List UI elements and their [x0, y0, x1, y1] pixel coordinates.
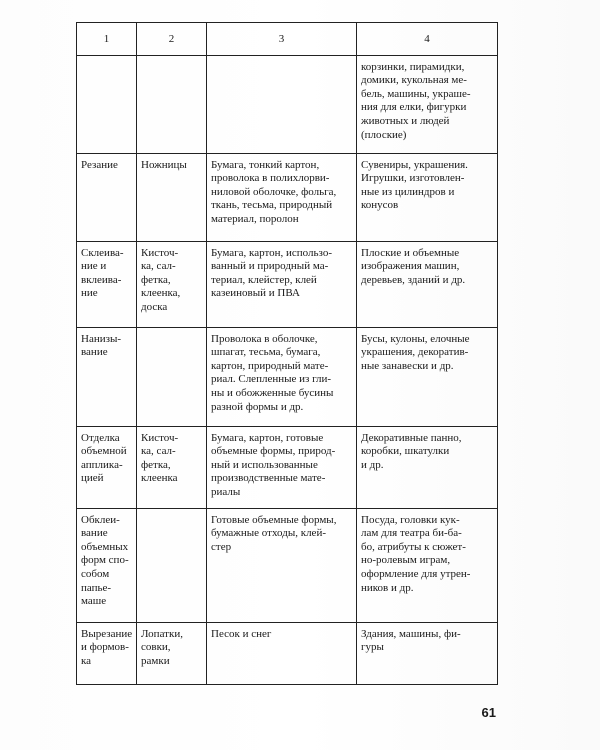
page-number: 61 [481, 705, 496, 720]
products-cell: корзинки, пирамидки, домики, кукольная ме- бель, машины, украше- ния для елки, фигурки животных и людей (плоские) [357, 55, 498, 153]
table-row [77, 426, 498, 508]
tools-cell: Кисточ- ка, сал- фетка, клеенка, доска [137, 241, 207, 327]
tools-cell: Ножницы [137, 153, 207, 241]
method-cell: Вырезание и формов- ка [77, 622, 137, 684]
materials-cell: Бумага, картон, использо- ванный и природный ма- териал, клейстер, клей казеиновый и ПВА [207, 241, 357, 327]
table-row [77, 622, 498, 684]
table-row [77, 508, 498, 622]
methods-table [76, 22, 498, 685]
materials-cell: Бумага, тонкий картон, проволока в полихлорви- ниловой оболочке, фольга, ткань, тесьма, природный материал, поролон [207, 153, 357, 241]
column-header: 4 [357, 23, 498, 56]
materials-cell: Готовые объемные формы, бумажные отходы, клей- стер [207, 508, 357, 622]
materials-cell [207, 55, 357, 153]
method-cell [77, 55, 137, 153]
products-cell: Сувениры, украшения. Игрушки, изготовлен- ные из цилиндров и конусов [357, 153, 498, 241]
method-cell: Нанизы- вание [77, 327, 137, 426]
column-header: 1 [77, 23, 137, 56]
tools-cell: Кисточ- ка, сал- фетка, клеенка [137, 426, 207, 508]
table-row [77, 241, 498, 327]
materials-cell: Песок и снег [207, 622, 357, 684]
column-header: 3 [207, 23, 357, 56]
table-header-row [77, 23, 498, 56]
products-cell: Плоские и объемные изображения машин, деревьев, зданий и др. [357, 241, 498, 327]
tools-cell [137, 508, 207, 622]
method-cell: Обклеи- вание объемных форм спо- собом папье- маше [77, 508, 137, 622]
method-cell: Отделка объемной апплика- цией [77, 426, 137, 508]
products-cell: Здания, машины, фи- гуры [357, 622, 498, 684]
materials-cell: Проволока в оболочке, шпагат, тесьма, бумага, картон, природный мате- риал. Слепленные из гли- ны и обожженные бусины разной формы и др. [207, 327, 357, 426]
table-row [77, 327, 498, 426]
materials-cell: Бумага, картон, готовые объемные формы, природ- ный и использованные производственные мате- риалы [207, 426, 357, 508]
tools-cell [137, 327, 207, 426]
column-header: 2 [137, 23, 207, 56]
products-cell: Бусы, кулоны, елочные украшения, декоратив- ные занавески и др. [357, 327, 498, 426]
method-cell: Резание [77, 153, 137, 241]
tools-cell [137, 55, 207, 153]
table-row [77, 55, 498, 153]
method-cell: Склеива- ние и вклеива- ние [77, 241, 137, 327]
products-cell: Посуда, головки кук- лам для театра би-ба- бо, атрибуты к сюжет- но-ролевым играм, оформление для утрен- ников и др. [357, 508, 498, 622]
tools-cell: Лопатки, совки, рамки [137, 622, 207, 684]
products-cell: Декоративные панно, коробки, шкатулки и др. [357, 426, 498, 508]
table-row [77, 153, 498, 241]
